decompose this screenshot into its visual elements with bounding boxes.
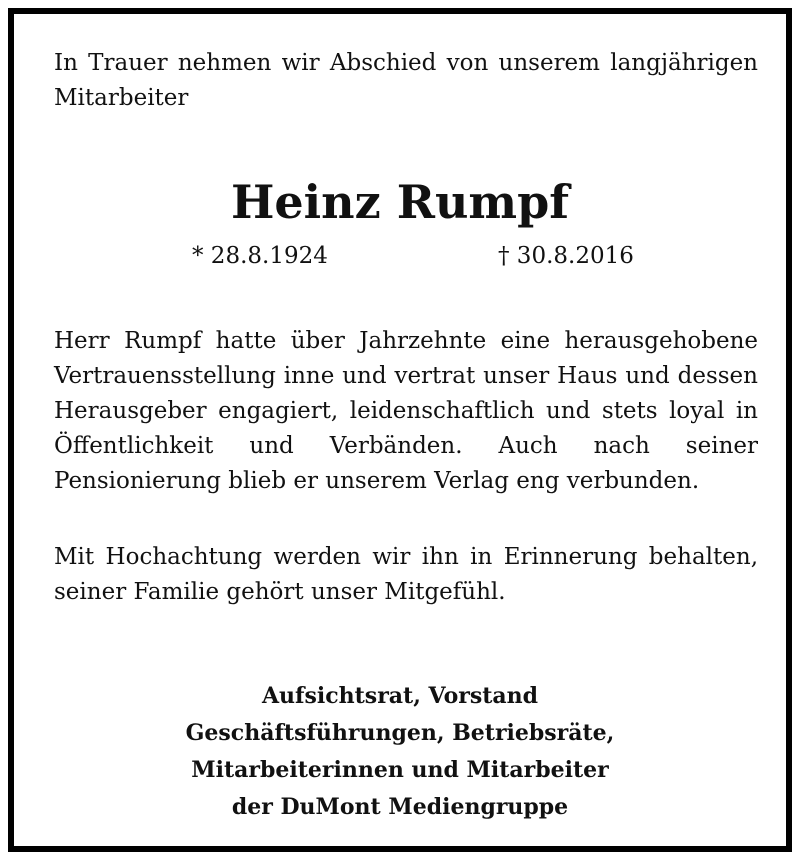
signature-line: Mitarbeiterinnen und Mitarbeiter <box>191 757 609 783</box>
tribute-paragraph: Herr Rumpf hatte über Jahrzehnte eine herausgehobene Vertrauensstellung inne und vertrat unser Haus und dessen Herausgeber engagiert, leidenschaftlich und stets loyal in Öffentlichkeit und Verbänden. Auch nach seiner Pensionierung blieb er unserem Verlag eng verbunden. <box>54 328 758 494</box>
intro-text: In Trauer nehmen wir Abschied von unserem langjährigen Mitarbeiter <box>54 50 758 111</box>
condolence-paragraph: Mit Hochachtung werden wir ihn in Erinnerung behalten, seiner Familie gehört unser Mitgefühl. <box>54 544 758 605</box>
signature-block <box>14 678 786 826</box>
obituary-notice <box>8 8 792 852</box>
deceased-name: Heinz Rumpf <box>230 175 570 229</box>
birth-date: * 28.8.1924 <box>192 243 328 269</box>
death-date: † 30.8.2016 <box>498 243 634 269</box>
signature-line: Aufsichtsrat, Vorstand <box>261 683 539 709</box>
signature-line: der DuMont Mediengruppe <box>231 794 569 820</box>
signature-line: Geschäftsführungen, Betriebsräte, <box>185 720 615 746</box>
